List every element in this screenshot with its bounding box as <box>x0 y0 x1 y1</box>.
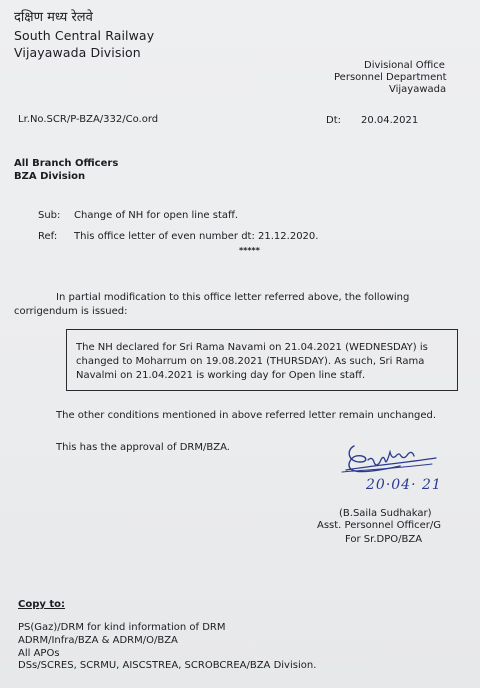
letter-date: 20.04.2021 <box>361 115 419 126</box>
handwritten-signature <box>340 440 450 506</box>
copy-to-line-2: ADRM/Infra/BZA & ADRM/O/BZA <box>18 635 178 646</box>
office-line-3: Vijayawada <box>389 84 447 95</box>
hindi-org-name: दक्षिण मध्य रेलवे <box>14 10 93 25</box>
corrigendum-line-1: The NH declared for Sri Rama Navami on 21.04.2021 (WEDNESDAY) is <box>76 342 428 353</box>
corrigendum-line-3: Navalmi on 21.04.2021 is working day for Open line staff. <box>76 370 366 381</box>
signatory-designation: Asst. Personnel Officer/G <box>317 520 442 531</box>
office-line-2: Personnel Department <box>334 72 447 83</box>
reference-text: This office letter of even number dt: 21.12.2020. <box>74 231 319 242</box>
subject-text: Change of NH for open line staff. <box>74 210 239 221</box>
division-name: Vijayawada Division <box>14 45 141 60</box>
addressee-line-1: All Branch Officers <box>14 158 119 169</box>
reference-label: Ref: <box>38 231 58 242</box>
letter-reference-number: Lr.No.SCR/P-BZA/332/Co.ord <box>18 114 159 125</box>
paragraph-2: The other conditions mentioned in above referred letter remain unchanged. <box>56 410 437 421</box>
copy-to-heading: Copy to: <box>18 599 66 610</box>
copy-to-line-1: PS(Gaz)/DRM for kind information of DRM <box>18 622 226 633</box>
signatory-for-line: For Sr.DPO/BZA <box>345 534 423 545</box>
copy-to-line-4: DSs/SCRES, SCRMU, AISCSTREA, SCROBCREA/BZA Division. <box>18 660 317 671</box>
addressee-line-2: BZA Division <box>14 171 86 182</box>
office-line-1: Divisional Office <box>364 60 445 71</box>
signatory-name: (B.Saila Sudhakar) <box>339 508 432 519</box>
date-label: Dt: <box>326 115 341 126</box>
subject-label: Sub: <box>38 210 61 221</box>
paragraph-3: This has the approval of DRM/BZA. <box>56 442 230 453</box>
paragraph-1-line-2: corrigendum is issued: <box>14 306 128 317</box>
railway-name: South Central Railway <box>14 28 155 43</box>
handwritten-date: 20·04· 21 <box>366 477 442 493</box>
paragraph-1-line-1: In partial modification to this office letter referred above, the following <box>56 292 410 303</box>
corrigendum-line-2: changed to Moharrum on 19.08.2021 (THURSDAY). As such, Sri Rama <box>76 356 425 367</box>
copy-to-line-3: All APOs <box>18 648 60 659</box>
separator-stars: ***** <box>239 246 260 255</box>
